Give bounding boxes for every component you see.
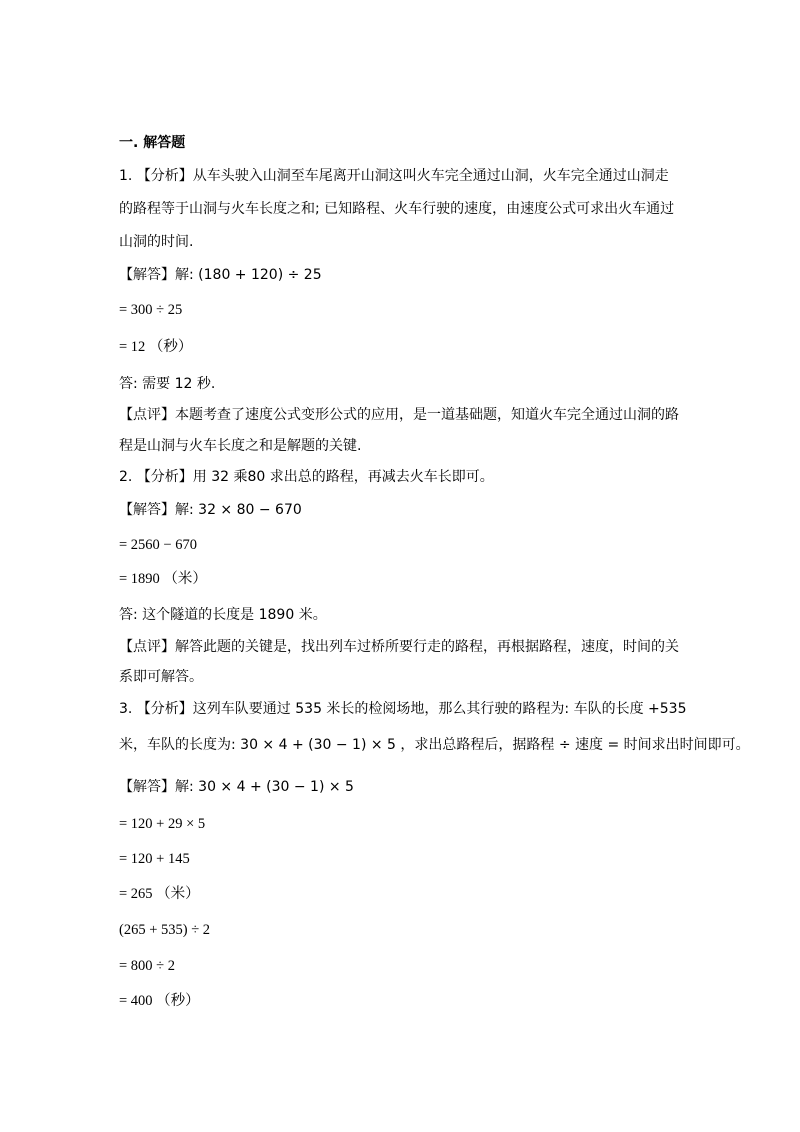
problem-3-solution-line-3: = 120 + 145 (119, 851, 190, 867)
problem-3-solution-line-2: = 120 + 29 × 5 (119, 816, 206, 832)
problem-2-solution-line-3: = 1890 （米） (119, 571, 207, 587)
problem-2-comment-line-1: 【点评】解答此题的关键是，找出列车过桥所要行走的路程，再根据路程，速度，时间的关 (119, 639, 679, 655)
problem-1-analysis-line-1: 1. 【分析】从车头驶入山洞至车尾离开山洞这叫火车完全通过山洞，火车完全通过山洞走 (119, 168, 669, 184)
problem-3-analysis-line-2: 米，车队的长度为: 30 × 4 + (30 − 1) × 5 ，求出总路程后，据路程 ÷ 速度 = 时间求出时间即可。 (119, 737, 750, 753)
problem-3-solution-line-4: = 265 （米） (119, 886, 200, 902)
problem-1-comment-line-1: 【点评】本题考查了速度公式变形公式的应用，是一道基础题，知道火车完全通过山洞的路 (119, 407, 679, 423)
problem-1-answer: 答: 需要 12 秒. (119, 376, 216, 392)
problem-1-analysis-line-3: 山洞的时间. (119, 234, 194, 250)
problem-3-solution-line-5: (265 + 535) ÷ 2 (119, 922, 211, 938)
problem-1-solution-line-1: 【解答】解: (180 + 120) ÷ 25 (119, 267, 322, 283)
problem-2-comment-line-2: 系即可解答。 (119, 669, 203, 685)
problem-1-solution-line-2: = 300 ÷ 25 (119, 302, 183, 318)
problem-1-comment-line-2: 程是山洞与火车长度之和是解题的关键. (119, 438, 362, 454)
problem-2-answer: 答: 这个隧道的长度是 1890 米。 (119, 607, 327, 623)
problem-1-analysis-line-2: 的路程等于山洞与火车长度之和; 已知路程、火车行驶的速度，由速度公式可求出火车通过 (119, 201, 675, 217)
problem-3-solution-line-7: = 400 （秒） (119, 993, 200, 1009)
problem-2-solution-line-1: 【解答】解: 32 × 80 − 670 (119, 502, 302, 518)
problem-1-solution-line-3: = 12 （秒） (119, 339, 193, 355)
problem-2-solution-line-2: = 2560 − 670 (119, 537, 197, 553)
problem-3-analysis-line-1: 3. 【分析】这列车队要通过 535 米长的检阅场地，那么其行驶的路程为: 车队的长度 +535 (119, 701, 687, 717)
section-title: 一. 解答题 (119, 135, 186, 151)
problem-3-solution-line-1: 【解答】解: 30 × 4 + (30 − 1) × 5 (119, 779, 354, 795)
problem-2-analysis: 2. 【分析】用 32 乘80 求出总的路程，再减去火车长即可。 (119, 469, 494, 485)
problem-3-solution-line-6: = 800 ÷ 2 (119, 958, 176, 974)
